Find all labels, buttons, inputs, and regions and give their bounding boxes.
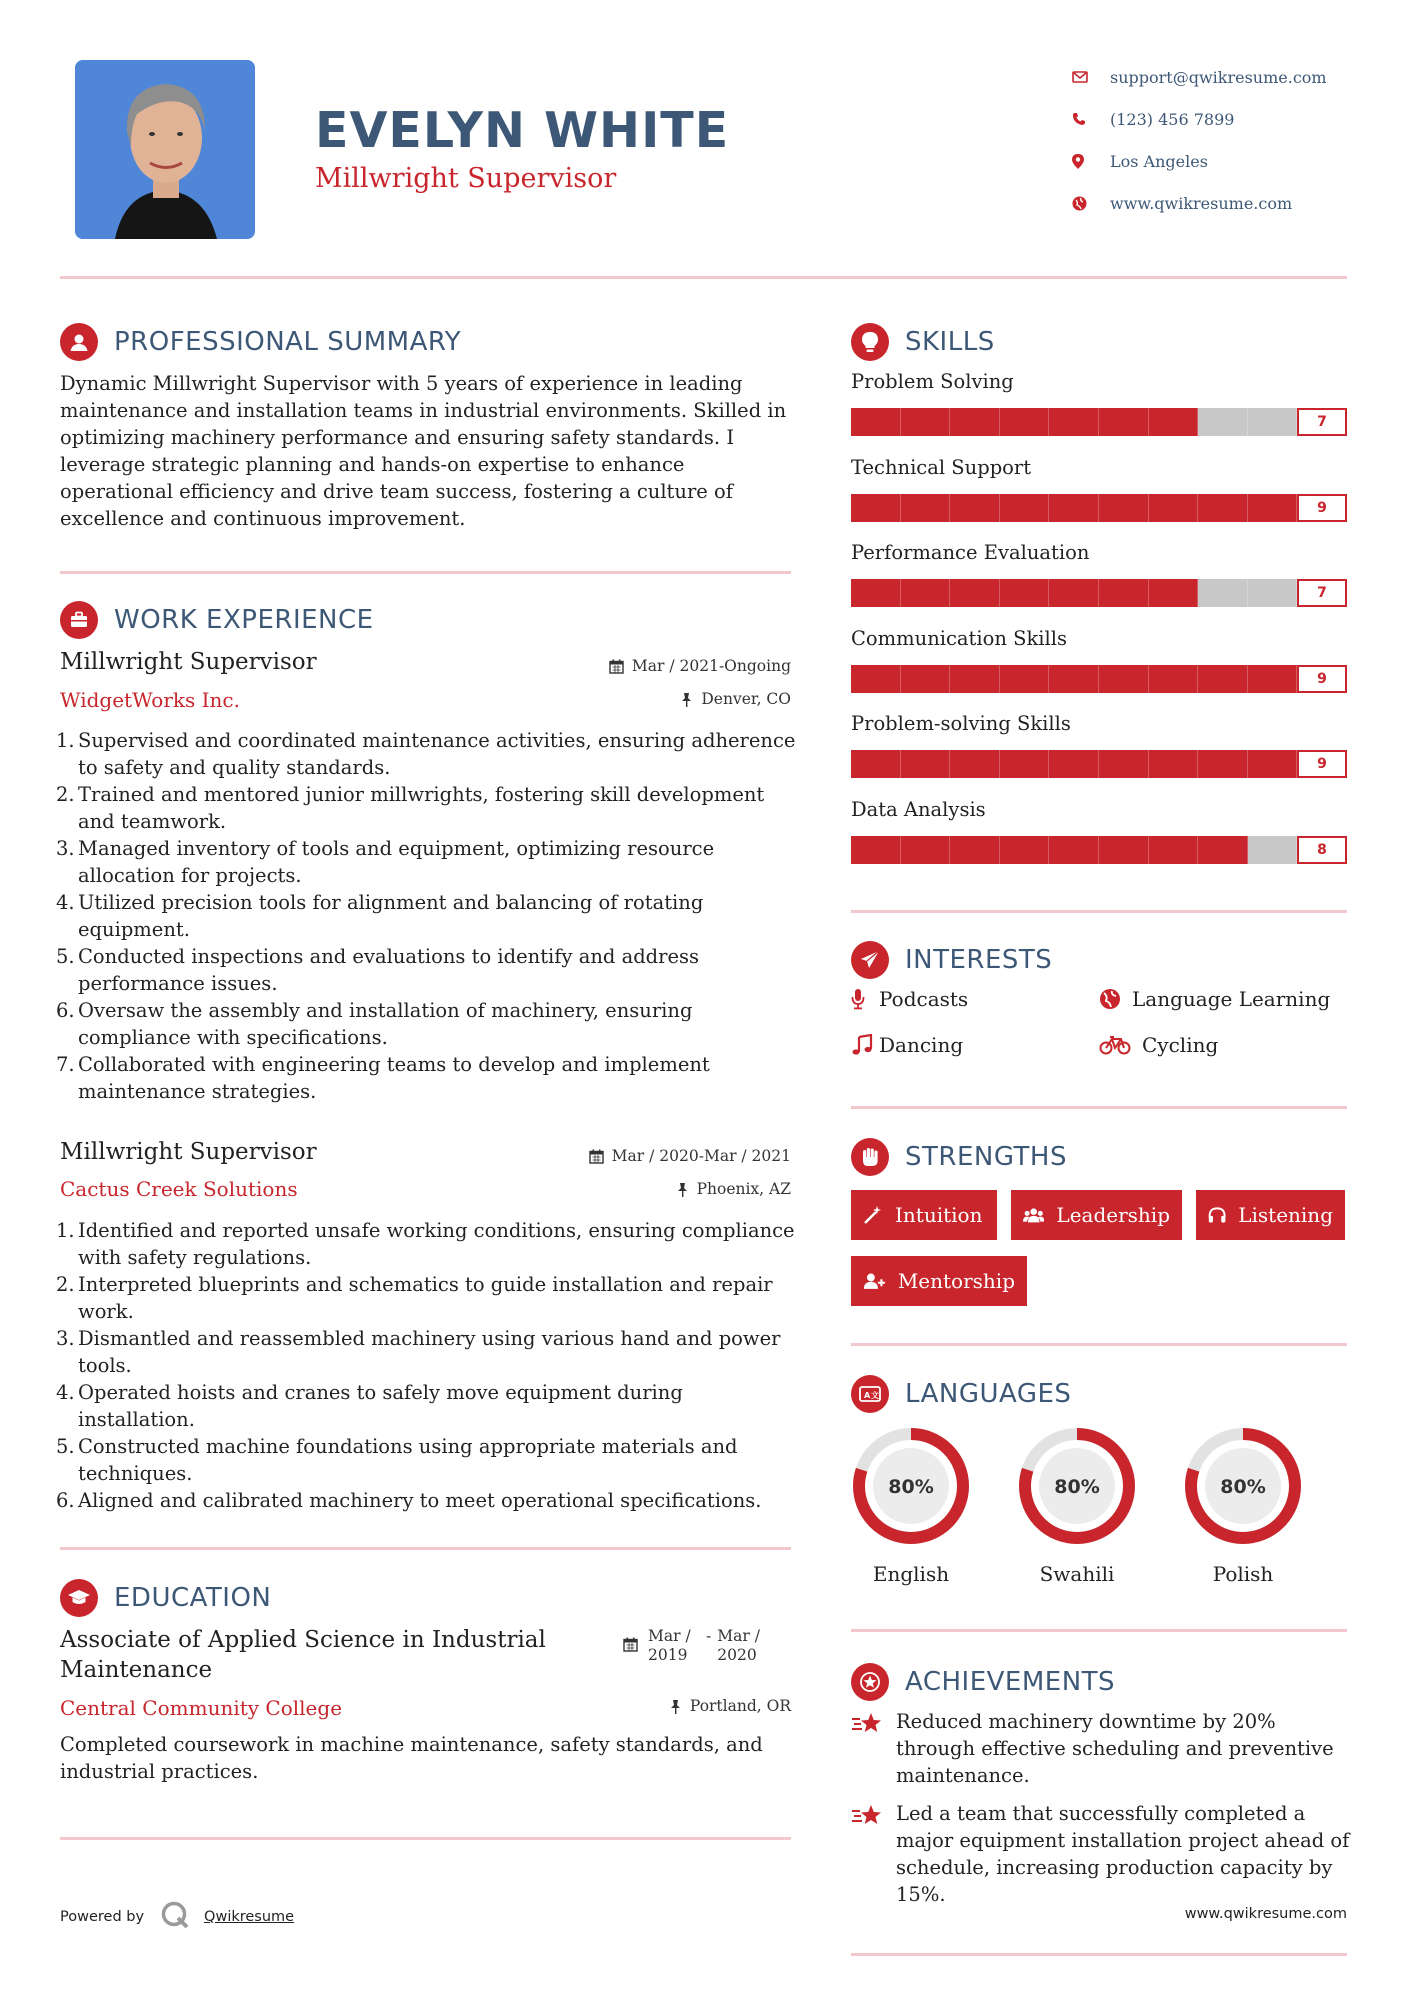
skill-segment-filled: [1049, 579, 1099, 607]
skill-label: Data Analysis: [851, 797, 986, 821]
strength-intuition: [851, 1190, 997, 1240]
contact-website-text: www.qwikresume.com: [1110, 193, 1293, 213]
skill-segment-filled: [1000, 665, 1050, 693]
experience-title: WORK EXPERIENCE: [114, 605, 374, 635]
language-polish: [1181, 1424, 1305, 1586]
language-ring: [849, 1424, 973, 1548]
list-item: 1. Supervised and coordinated maintenance activities, ensuring adherence to safety and quality standards.: [56, 729, 796, 779]
experience-heading: [60, 601, 374, 639]
contact-email[interactable]: [1072, 56, 1392, 98]
list-item: 1. Identified and reported unsafe working conditions, ensuring compliance with safety regulations.: [56, 1219, 795, 1269]
skill-segment-filled: [901, 408, 951, 436]
candidate-role: Millwright Supervisor: [315, 163, 617, 194]
globe-icon: [1099, 988, 1132, 1010]
skill-segment-filled: [950, 665, 1000, 693]
list-item: 4. Operated hoists and cranes to safely move equipment during installation.: [56, 1381, 683, 1431]
shooting-star-icon: [851, 1800, 896, 1908]
skill-segment-filled: [901, 750, 951, 778]
interest-podcasts: [851, 987, 968, 1011]
skill-segment-filled: [1149, 579, 1199, 607]
skill-segment-filled: [1049, 494, 1099, 522]
skill-value: 9: [1297, 494, 1347, 522]
education-location: [669, 1697, 791, 1715]
pin-icon: [680, 692, 693, 707]
globe-icon: [1072, 196, 1110, 211]
skill-segment-filled: [1248, 665, 1298, 693]
contact-website[interactable]: [1072, 182, 1392, 224]
shooting-star-icon: [851, 1708, 896, 1789]
contact-email-text: support@qwikresume.com: [1110, 67, 1327, 87]
qwikresume-link[interactable]: Qwikresume: [204, 1909, 295, 1925]
interest-label: Cycling: [1142, 1033, 1219, 1057]
skill-label: Problem Solving: [851, 370, 1014, 393]
skill-segment-filled: [851, 836, 901, 864]
location-icon: [1072, 154, 1110, 169]
interest-label: Language Learning: [1132, 987, 1331, 1011]
strengths-divider: [851, 1343, 1347, 1346]
list-item: 2. Trained and mentored junior millwrights, fostering skill development and teamwork.: [56, 783, 765, 833]
education-school: Central Community College: [60, 1696, 343, 1720]
language-percent: 80%: [1054, 1476, 1100, 1498]
skill-segment-filled: [1099, 408, 1149, 436]
microphone-icon: [851, 988, 879, 1010]
skill-segment-filled: [1049, 750, 1099, 778]
skill-segment-empty: [1248, 579, 1298, 607]
svg-text:文: 文: [871, 1391, 879, 1400]
user-icon: [60, 323, 98, 361]
footer-powered-by: [60, 1900, 294, 1934]
skill-segment-empty: [1198, 408, 1248, 436]
contact-location-text: Los Angeles: [1110, 151, 1208, 171]
skill-value: 7: [1297, 408, 1347, 436]
job-1-location: [680, 690, 791, 708]
skill-segment-filled: [1149, 665, 1199, 693]
language-name: Polish: [1212, 1562, 1274, 1586]
job-2-title: Millwright Supervisor: [60, 1139, 317, 1165]
language-ring: [1015, 1424, 1139, 1548]
skill-segment-empty: [1248, 408, 1298, 436]
strengths-heading: [851, 1138, 1067, 1176]
footer-website[interactable]: www.qwikresume.com: [1184, 1906, 1347, 1922]
interests-title: INTERESTS: [905, 945, 1053, 975]
achievement-text: Reduced machinery downtime by 20% through effective scheduling and preventive maintenance.: [896, 1710, 1334, 1787]
headphones-icon: [1208, 1205, 1226, 1225]
job-1-dates: [609, 657, 791, 675]
skill-value: 8: [1297, 836, 1347, 864]
skill-segment-empty: [1248, 836, 1298, 864]
achievements-divider: [851, 1953, 1347, 1956]
summary-heading: [60, 323, 461, 361]
education-heading: [60, 1579, 271, 1617]
profile-photo: [75, 60, 255, 239]
skill-bar: [851, 750, 1347, 778]
interest-label: Dancing: [879, 1033, 964, 1057]
svg-text:A: A: [864, 1391, 871, 1400]
list-item: 5. Conducted inspections and evaluations to identify and address performance issues.: [56, 945, 700, 995]
star-badge-icon: [851, 1663, 889, 1701]
skill-segment-filled: [851, 494, 901, 522]
skill-segment-filled: [950, 494, 1000, 522]
skill-segment-filled: [901, 579, 951, 607]
summary-title: PROFESSIONAL SUMMARY: [114, 327, 462, 357]
language-name: English: [872, 1562, 950, 1586]
bicycle-icon: [1099, 1035, 1142, 1055]
interests-heading: [851, 941, 1052, 979]
skill-segment-filled: [950, 750, 1000, 778]
job-2-location: [676, 1180, 791, 1198]
skill-segment-filled: [950, 408, 1000, 436]
skill-bar: [851, 836, 1347, 864]
strength-label: Mentorship: [897, 1269, 1015, 1293]
skill-segment-filled: [1000, 836, 1050, 864]
achievement-item: [851, 1708, 1351, 1789]
skill-segment-filled: [851, 408, 901, 436]
skill-bar: [851, 579, 1347, 607]
skill-segment-empty: [1198, 579, 1248, 607]
languages-title: LANGUAGES: [905, 1379, 1072, 1409]
skill-segment-filled: [1099, 579, 1149, 607]
achievement-text: Led a team that successfully completed a major equipment installation project ahead of schedule, increasing production capacity by 15%.: [896, 1802, 1350, 1906]
interest-language-learning: [1099, 987, 1330, 1011]
skill-segment-filled: [1198, 750, 1248, 778]
education-end: Mar / 2020: [717, 1627, 760, 1664]
users-icon: [1023, 1205, 1044, 1225]
education-dates: [623, 1627, 767, 1665]
skill-segment-filled: [1248, 750, 1298, 778]
skill-segment-filled: [1198, 665, 1248, 693]
skill-segment-filled: [1198, 494, 1248, 522]
job-2-dates-text: Mar / 2020-Mar / 2021: [611, 1147, 791, 1165]
education-title: EDUCATION: [114, 1583, 272, 1613]
language-percent: 80%: [888, 1476, 934, 1498]
language-english: [849, 1424, 973, 1586]
language-swahili: [1015, 1424, 1139, 1586]
music-note-icon: [851, 1034, 879, 1056]
job-1-location-text: Denver, CO: [701, 690, 791, 708]
list-item: 7. Collaborated with engineering teams to develop and implement maintenance strategies.: [56, 1053, 710, 1103]
pin-icon: [669, 1699, 682, 1714]
calendar-icon: [609, 659, 624, 674]
skills-heading: [851, 323, 995, 361]
job-2-bullets: [56, 1217, 800, 1514]
skill-segment-filled: [1000, 408, 1050, 436]
list-item: 3. Dismantled and reassembled machinery using various hand and power tools.: [56, 1327, 781, 1377]
language-name: Swahili: [1039, 1562, 1115, 1586]
skill-segment-filled: [950, 836, 1000, 864]
lightbulb-icon: [851, 323, 889, 361]
strength-mentorship: [851, 1256, 1027, 1306]
skill-label: Communication Skills: [851, 626, 1068, 650]
qwikresume-logo-icon: [160, 1900, 190, 1934]
skill-bar: [851, 408, 1347, 436]
skill-segment-filled: [1198, 836, 1248, 864]
skill-bar: [851, 494, 1347, 522]
skill-segment-filled: [901, 665, 951, 693]
skill-segment-filled: [851, 750, 901, 778]
skill-segment-filled: [1149, 494, 1199, 522]
strength-label: Intuition: [895, 1203, 983, 1227]
skills-title: SKILLS: [905, 327, 995, 357]
contact-location: [1072, 140, 1392, 182]
job-2-dates: [589, 1147, 791, 1165]
language-ring: [1181, 1424, 1305, 1548]
skill-value: 7: [1297, 579, 1347, 607]
education-text: Completed coursework in machine maintenance, safety standards, and industrial practices.: [60, 1733, 763, 1783]
email-icon: [1072, 71, 1110, 83]
skill-segment-filled: [901, 494, 951, 522]
skill-segment-filled: [901, 836, 951, 864]
translate-icon: [851, 1375, 889, 1413]
user-plus-icon: [863, 1271, 886, 1291]
job-1-bullets: [56, 727, 800, 1105]
candidate-name: EVELYN WHITE: [315, 102, 730, 159]
interest-dancing: [851, 1033, 963, 1057]
strength-leadership: [1011, 1190, 1182, 1240]
job-1-company: WidgetWorks Inc.: [60, 688, 240, 712]
education-divider: [60, 1837, 791, 1840]
achievement-item: [851, 1800, 1351, 1908]
powered-by-label: Powered by: [60, 1909, 145, 1925]
skill-segment-filled: [1049, 665, 1099, 693]
pin-icon: [676, 1182, 689, 1197]
date-separator: -: [706, 1627, 712, 1645]
skill-label: Problem-solving Skills: [851, 712, 1071, 735]
skill-segment-filled: [950, 579, 1000, 607]
skill-value: 9: [1297, 665, 1347, 693]
calendar-icon: [589, 1149, 604, 1164]
language-percent: 80%: [1220, 1476, 1266, 1498]
skills-divider: [851, 910, 1347, 913]
skill-segment-filled: [851, 665, 901, 693]
header-divider: [60, 276, 1347, 279]
contact-phone-text: (123) 456 7899: [1110, 109, 1235, 129]
experience-divider: [60, 1547, 791, 1550]
skill-segment-filled: [1149, 408, 1199, 436]
graduation-cap-icon: [60, 1579, 98, 1617]
list-item: 3. Managed inventory of tools and equipment, optimizing resource allocation for projects.: [56, 837, 715, 887]
magic-wand-icon: [863, 1205, 883, 1225]
achievements-title: ACHIEVEMENTS: [905, 1667, 1116, 1697]
skill-segment-filled: [1049, 408, 1099, 436]
education-location-text: Portland, OR: [689, 1697, 791, 1715]
list-item: 4. Utilized precision tools for alignment and balancing of rotating equipment.: [56, 891, 704, 941]
education-degree: Associate of Applied Science in Industrial Maintenance: [60, 1627, 546, 1683]
skill-value: 9: [1297, 750, 1347, 778]
briefcase-icon: [60, 601, 98, 639]
list-item: 6. Oversaw the assembly and installation of machinery, ensuring compliance with specifications.: [56, 999, 693, 1049]
summary-divider: [60, 571, 791, 574]
summary-text: Dynamic Millwright Supervisor with 5 years of experience in leading maintenance and installation teams in industrial environments. Skilled in optimizing machinery performance and ensuring safety standards. I leverage strategic planning and hands-on expertise to enhance operational efficiency and drive team success, fostering a culture of excellence and continuous improvement.: [60, 372, 787, 530]
achievements-heading: [851, 1663, 1115, 1701]
strength-label: Leadership: [1056, 1203, 1170, 1227]
interest-cycling: [1099, 1033, 1218, 1057]
list-item: 2. Interpreted blueprints and schematics to guide installation and repair work.: [56, 1273, 773, 1323]
skill-label: Technical Support: [851, 455, 1032, 479]
languages-divider: [851, 1629, 1347, 1632]
skill-segment-filled: [1099, 494, 1149, 522]
skill-segment-filled: [1099, 665, 1149, 693]
strength-label: Listening: [1238, 1203, 1333, 1227]
skill-segment-filled: [851, 579, 901, 607]
list-item: 6. Aligned and calibrated machinery to meet operational specifications.: [56, 1489, 762, 1512]
strengths-title: STRENGTHS: [905, 1142, 1067, 1172]
job-1-dates-text: Mar / 2021-Ongoing: [631, 657, 791, 675]
paper-plane-icon: [851, 941, 889, 979]
list-item: 5. Constructed machine foundations using appropriate materials and techniques.: [56, 1435, 738, 1485]
languages-heading: [851, 1375, 1071, 1413]
skill-segment-filled: [1248, 494, 1298, 522]
skill-segment-filled: [1099, 750, 1149, 778]
contact-phone[interactable]: [1072, 98, 1392, 140]
job-1-title: Millwright Supervisor: [60, 649, 317, 675]
interests-divider: [851, 1106, 1347, 1109]
skill-segment-filled: [1049, 836, 1099, 864]
skill-segment-filled: [1099, 836, 1149, 864]
skill-label: Performance Evaluation: [851, 541, 1090, 564]
skill-segment-filled: [1000, 750, 1050, 778]
skill-segment-filled: [1000, 579, 1050, 607]
skill-segment-filled: [1149, 750, 1199, 778]
education-start: Mar / 2019: [648, 1627, 691, 1664]
contact-list: [1072, 56, 1392, 224]
skill-segment-filled: [1149, 836, 1199, 864]
calendar-icon: [623, 1637, 638, 1652]
skill-bar: [851, 665, 1347, 693]
job-2-location-text: Phoenix, AZ: [696, 1180, 791, 1198]
phone-icon: [1072, 112, 1110, 126]
strength-listening: [1196, 1190, 1345, 1240]
skill-segment-filled: [1000, 494, 1050, 522]
job-2-company: Cactus Creek Solutions: [60, 1177, 298, 1201]
interest-label: Podcasts: [879, 987, 969, 1011]
fist-icon: [851, 1138, 889, 1176]
